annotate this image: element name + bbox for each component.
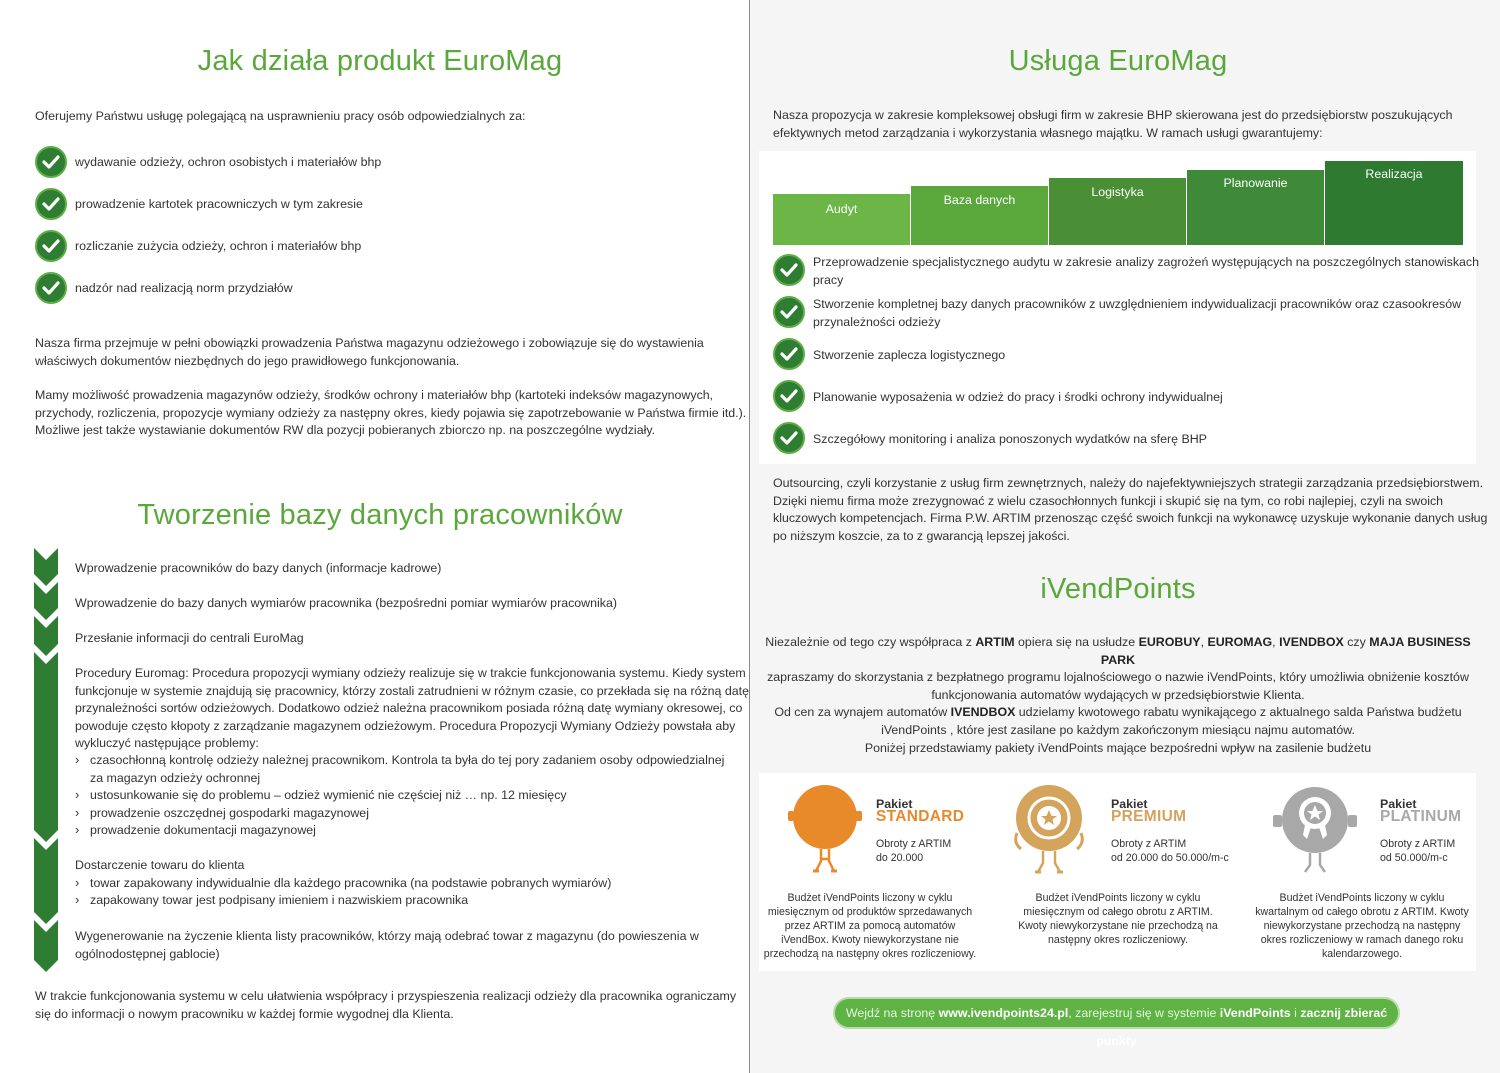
- text-line: od 50.000/m-c: [1380, 852, 1448, 864]
- checklist-item: wydawanie odzieży, ochron osobistych i materiałów bhp: [75, 155, 382, 169]
- text-line: Nasza firma przejmuje w pełni obowiązki prowadzenia Państwa magazynu odzieżowego i zobowiązuje się do wystawienia: [35, 336, 704, 350]
- text-line: przynależności sortów odzieżowych. Dodatkowo odzież należna pracownikom posiada różną datę wymiany okresowej, co: [75, 701, 743, 715]
- stair-label: Planowanie: [1223, 176, 1288, 190]
- text-line: funkcjonuje w systemie znajdują się pracownicy, którzy zostali zatrudnieni w różnym czasie, co przekłada się na różną datę: [75, 683, 749, 698]
- text-line: Obroty z ARTIM: [1111, 838, 1187, 850]
- text-line: czasochłonną kontrolę odzieży należnej pracownikom. Kontrola ta była do tej pory zadaniem osoby odpowiedzialnej: [90, 753, 725, 767]
- text-line: Możliwe jest także wystawianie dokumentów RW dla pozycji pobieranych zbiorczo np. na poszczególne wydziały.: [35, 423, 656, 437]
- page-title-euromag-service: Usługa EuroMag: [1008, 45, 1228, 77]
- stair-label: Logistyka: [1091, 185, 1144, 199]
- paragraph-warehouse: [35, 335, 704, 370]
- text-line: Procedury Euromag: Procedura propozycji wymiany odzieży realizuje się w trakcie funkcjonowania systemu. Kiedy system: [75, 666, 746, 680]
- check-icon: [773, 254, 805, 286]
- text-line: Budżet iVendPoints liczony w cyklu: [1279, 892, 1445, 904]
- stair-step-database: [911, 186, 1049, 245]
- ivendpoints-intro: [750, 634, 1486, 739]
- checklist-item: prowadzenie kartotek pracowniczych w tym zakresie: [75, 197, 363, 211]
- text-line: Od cen za wynajem automatów IVENDBOX udzielamy kwotowego rabatu wynikającego z aktualnego salda Państwa budżetu: [774, 705, 1462, 719]
- text-line: Dzięki niemu firma może zrezygnować z wielu czasochłonnych funkcji i skupić się na tym, co robi najlepiej, czyli na swoich: [773, 493, 1444, 508]
- check-icon: [773, 422, 805, 454]
- text-line: powoduje często kłopoty z zarządzanie magazynem odzieżowym. Procedura Propozycji Wymiany Odzieży powstała aby: [75, 718, 736, 733]
- check-icon: [35, 230, 67, 262]
- text-line: po niższym koszcie, za to z gwarancją lepszej jakości.: [773, 528, 1070, 543]
- text-line: kluczowych kompetencjach. Firma P.W. ARTIM przenosząc część swoich funkcji na wykonawcę uzyskuje wykonanie danych usług: [773, 511, 1488, 525]
- text-line: przez ARTIM za pomocą automatów: [784, 920, 956, 932]
- text-line: Obroty z ARTIM: [1380, 838, 1456, 850]
- text-line: kalendarzowego.: [1321, 948, 1403, 960]
- text-line: kwartalnym od całego obrotu z ARTIM. Kwoty: [1255, 906, 1469, 918]
- text-line: niewykorzystane przechodzą na następny: [1263, 920, 1461, 932]
- text-line: efektywnych metod zarządzania i wykorzystania własnego majątku. W ramach usługi gwarantujemy:: [773, 125, 1323, 140]
- text-line: Mamy możliwość prowadzenia magazynów odzieży, środków ochrony i materiałów bhp (kartoteki indeksów magazynowych,: [35, 388, 714, 402]
- text-line: Outsourcing, czyli korzystanie z usług firm zewnętrznych, należy do najefektywniejszych strategii zarządzania przedsiębiorstwem.: [773, 476, 1484, 490]
- text-line: przychody, rozliczenia, propozycje wymiany odzieży za następny okres, kiedy pojawia się zapotrzebowanie w Państwa firmie itd.).: [35, 405, 747, 420]
- left-page: [0, 0, 749, 1073]
- service-check-item: [813, 296, 1461, 331]
- section-title-ivendpoints: iVendPoints: [1040, 573, 1196, 605]
- chevron-right-icon: ›: [75, 752, 80, 767]
- chevron-right-icon: ›: [75, 805, 80, 820]
- text-line: Przeprowadzenie specjalistycznego audytu w zakresie analizy zagrożeń występujących na poszczególnych stanowiskach: [813, 255, 1480, 269]
- package-description: [998, 891, 1238, 947]
- text-line: przynależności odzieży: [813, 314, 941, 329]
- chevron-right-icon: ›: [75, 892, 80, 907]
- text-line: Niezależnie od tego czy współpraca z ARTIM opiera się na usłudze EUROBUY, EUROMAG, IVENDBOX czy MAJA BUSINESS PARK: [765, 635, 1471, 667]
- text-line: od 20.000 do 50.000/m-c: [1111, 852, 1229, 864]
- package-name-platinum: PLATINUM: [1380, 808, 1462, 825]
- register-cta-button[interactable]: Wejdź na stronę www.ivendpoints24.pl, zarejestruj się w systemie iVendPoints i zacznij zbierać punkty: [833, 997, 1400, 1029]
- paragraph-capabilities: [35, 387, 746, 440]
- text-line: okres rozliczeniowy w ramach danego roku: [1260, 934, 1464, 946]
- service-check-item: Szczegółowy monitoring i analiza ponoszonych wydatków na sferę BHP: [813, 432, 1207, 446]
- step-text: Dostarczenie towaru do klienta: [75, 858, 245, 872]
- step-employee-list: [75, 928, 699, 963]
- package-name-standard: STANDARD: [876, 808, 965, 825]
- bullet-item: [90, 752, 724, 787]
- check-icon: [773, 296, 805, 328]
- chevron-right-icon: ›: [75, 822, 80, 837]
- text-line: Obroty z ARTIM: [876, 838, 952, 850]
- text-line: właściwych dokumentów niezbędnych do jego prawidłowego funkcjonowania.: [35, 353, 460, 368]
- stair-step-audit: [773, 194, 911, 245]
- check-icon: [35, 188, 67, 220]
- text-line: Budżet iVendPoints liczony w cyklu: [1035, 892, 1201, 904]
- text-line: ogólnodostępnej gablocie): [75, 946, 220, 961]
- text-line: Stworzenie kompletnej bazy danych pracowników z uwzględnieniem indywidualizacji pracowników oraz czasookresów: [813, 297, 1462, 311]
- service-intro: [773, 107, 1452, 142]
- check-icon: [35, 146, 67, 178]
- gold-medal-mascot-icon: [1011, 783, 1091, 875]
- website-link[interactable]: www.ivendpoints24.pl: [938, 1006, 1069, 1020]
- text-line: funkcjonowania automatów wydających w przedsiębiorstwie Klienta.: [931, 687, 1305, 702]
- checklist-item: nadzór nad realizacją norm przydziałów: [75, 281, 293, 295]
- step-procedures: [75, 665, 749, 753]
- bullet-item: prowadzenie dokumentacji magazynowej: [90, 823, 316, 837]
- text-line: za magazyn odzieży ochronnej: [90, 770, 261, 785]
- package-pre-label: Pakiet: [1380, 797, 1417, 811]
- text-line: pracy: [813, 272, 844, 287]
- bullet-item: ustosunkowanie się do problemu – odzież wymienić nie częściej niż … np. 12 miesięcy: [90, 788, 567, 802]
- check-icon: [773, 338, 805, 370]
- stair-label: Audyt: [825, 202, 858, 216]
- package-turnover: [1380, 837, 1455, 865]
- text-line: Budżet iVendPoints liczony w cyklu: [787, 892, 953, 904]
- step-text: Wprowadzenie do bazy danych wymiarów pracownika (bezpośredni pomiar wymiarów pracownika): [75, 596, 617, 610]
- package-description: [750, 891, 990, 961]
- package-name-premium: PREMIUM: [1111, 808, 1187, 825]
- bullet-item: towar zapakowany indywidualnie dla każdego pracownika (na podstawie pobranych wymiarów): [90, 876, 612, 890]
- chevron-right-icon: ›: [75, 875, 80, 890]
- check-icon: [35, 272, 67, 304]
- stair-label: Realizacja: [1365, 167, 1423, 181]
- stair-step-logistics: [1049, 178, 1187, 245]
- text-line: iVendBox. Kwoty niewykorzystane nie: [781, 934, 959, 946]
- package-turnover: [1111, 837, 1229, 865]
- text-line: W trakcie funkcjonowania systemu w celu ułatwienia współpracy i przyspieszenia realizacji odzieży dla pracownika ograniczamy: [35, 989, 737, 1003]
- section-title-database: Tworzenie bazy danych pracowników: [137, 499, 623, 531]
- outsourcing-paragraph: [773, 475, 1487, 545]
- step-text: Wprowadzenie pracowników do bazy danych (informacje kadrowe): [75, 561, 442, 575]
- text-line: przechodzą na następny okres rozliczeniowy.: [763, 948, 977, 960]
- right-page: [750, 0, 1500, 1073]
- package-description: [1242, 891, 1482, 961]
- closing-paragraph: [35, 988, 736, 1023]
- text-line: iVendPoints , które jest zasilane po każdym zakończonym miesiącu najmu automatów.: [881, 722, 1355, 737]
- checklist-item: rozliczanie zużycia odzieży, ochron i materiałów bhp: [75, 239, 362, 253]
- packages-lead: Poniżej przedstawiamy pakiety iVendPoints mające bezpośredni wpływ na zasilenie budżetu: [864, 741, 1372, 755]
- platinum-rosette-mascot-icon: [1265, 783, 1365, 875]
- text-line: zapraszamy do skorzystania z bezpłatnego programu lojalnościowego o nazwie iVendPoints, który umożliwia obniżenie kosztów: [767, 670, 1469, 684]
- step-text: Przesłanie informacji do centrali EuroMag: [75, 631, 304, 645]
- package-pre-label: Pakiet: [1111, 797, 1148, 811]
- process-arrow-icon: [34, 548, 58, 972]
- text-line: się do informacji o nowym pracowniku w każdej formie wygodnej dla Klienta.: [35, 1006, 454, 1021]
- orange-mascot-icon: [788, 783, 862, 875]
- package-pre-label: Pakiet: [876, 797, 913, 811]
- stair-step-planning: [1187, 170, 1325, 245]
- text-line: do 20.000: [876, 852, 924, 864]
- text-line: miesięcznym od całego obrotu z ARTIM.: [1023, 906, 1213, 918]
- service-check-item: [813, 254, 1479, 289]
- text-line: Wygenerowanie na życzenie klienta listy pracowników, którzy mają odebrać towar z magazynu (do powieszenia w: [75, 929, 699, 943]
- service-check-item: Planowanie wyposażenia w odzież do pracy i środki ochrony indywidualnej: [813, 390, 1223, 404]
- text-line: następny okres rozliczeniowy.: [1048, 934, 1188, 946]
- check-icon: [773, 380, 805, 412]
- text-line: wykluczyć następujące problemy:: [75, 736, 259, 750]
- text-line: Nasza propozycja w zakresie kompleksowej obsługi firm w zakresie BHP skierowana jest do przedsiębiorstw poszukujących: [773, 108, 1453, 122]
- bullet-item: zapakowany towar jest podpisany imieniem i nazwiskiem pracownika: [90, 893, 469, 907]
- stair-label: Baza danych: [943, 193, 1016, 207]
- stair-step-realization: [1325, 161, 1463, 245]
- page-title-euromag-product: Jak działa produkt EuroMag: [197, 45, 563, 77]
- bullet-item: prowadzenie oszczędnej gospodarki magazynowej: [90, 806, 369, 820]
- chevron-right-icon: ›: [75, 787, 80, 802]
- text-line: Kwoty niewykorzystane nie przechodzą na: [1018, 920, 1218, 932]
- text-line: miesięcznym od produktów sprzedawanych: [767, 906, 973, 918]
- package-turnover: [876, 837, 951, 865]
- intro-text: Oferujemy Państwu usługę polegającą na usprawnieniu pracy osób odpowiedzialnych za:: [35, 109, 526, 123]
- service-check-item: Stworzenie zaplecza logistycznego: [813, 348, 1006, 362]
